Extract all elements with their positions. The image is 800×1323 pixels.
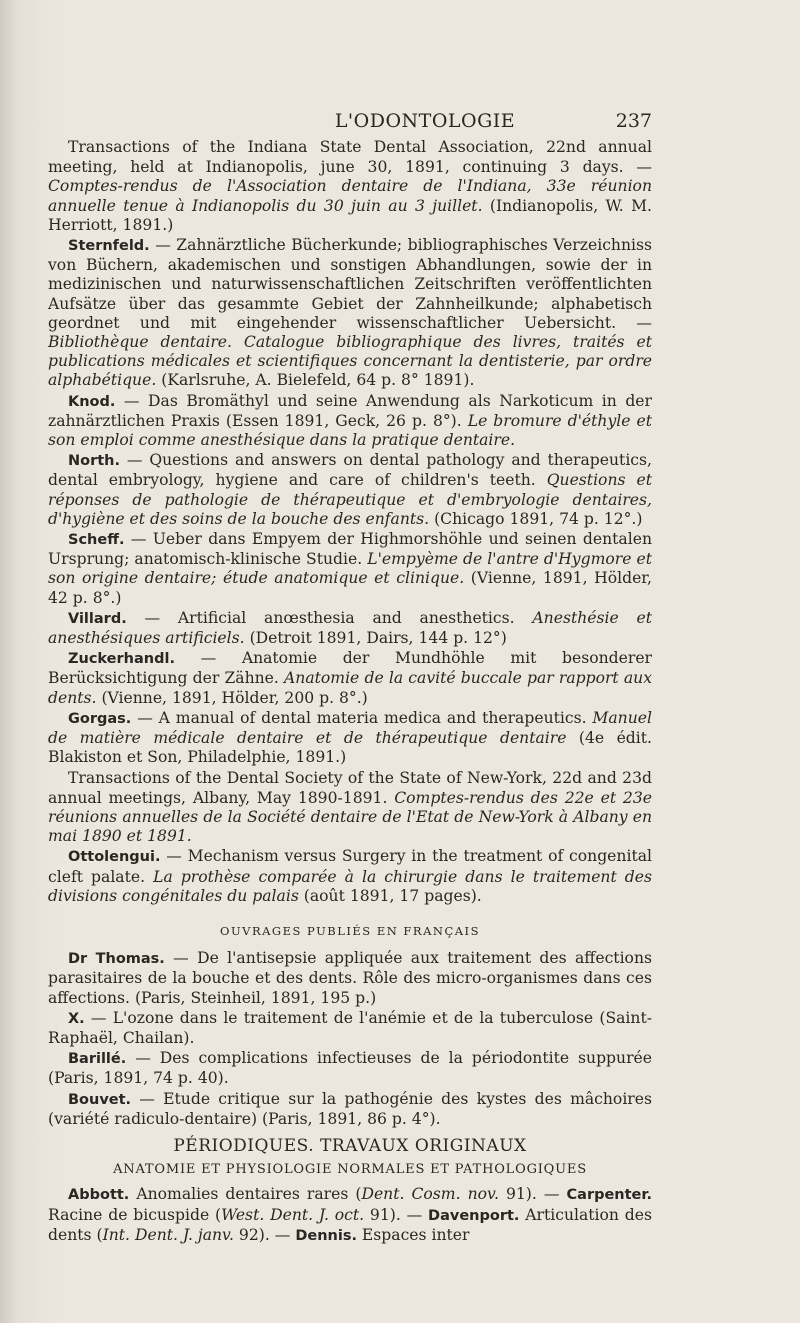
bibliography-entry-knod xyxy=(48,392,652,451)
bibliography-entry-indiana xyxy=(48,138,652,235)
page-body xyxy=(48,138,652,1247)
bibliography-entry-ottolengui xyxy=(48,847,652,906)
page-number: 237 xyxy=(615,110,652,132)
section-heading-periodiques: PÉRIODIQUES. TRAVAUX ORIGINAUX xyxy=(173,1135,527,1156)
entry-italic-title: Questions et réponses de pathologie de thérapeutique et d'embryologie dentaires, d'hygiène et des soins de la bouche des enfants. xyxy=(48,471,652,528)
author-name: X. xyxy=(68,1010,85,1027)
entry-text: — Des complications infectieuses de la périodontite suppurée (Paris, 1891, 74 p. 40). xyxy=(48,1049,652,1088)
bibliography-entry-scheff xyxy=(48,530,652,608)
entry-text: Racine de bicuspide ( xyxy=(48,1205,222,1224)
entry-text: Transactions of the Indiana State Dental Association, 22nd annual meeting, held at Indianopolis, june 30, 1891, continuing 3 days. — xyxy=(48,138,652,177)
entry-italic-title: Bibliothèque dentaire. Catalogue bibliographique des livres, traités et publications médicales et scientifiques concernant la dentisterie, par ordre alphabétique. xyxy=(48,333,652,390)
entry-italic-title: Comptes-rendus des 22e et 23e réunions annuelles de la Société dentaire de l'Etat de New-York à Albany en mai 1890 et 1891. xyxy=(48,788,652,846)
entry-italic: Dent. Cosm. nov. xyxy=(361,1185,499,1204)
entry-text: — Ueber dans Empyem der Highmorshöhle und seinen dentalen Ursprung; anatomisch-klinische Studie. xyxy=(48,530,652,569)
entry-italic-title: Comptes-rendus de l'Association dentaire de l'Indiana, 33e réunion annuelle tenue à Indianopolis du 30 juin au 3 juillet. xyxy=(48,177,652,215)
entry-text: — Questions and answers on dental pathology and therapeutics, dental embryology, hygiene and care of children's teeth. xyxy=(48,451,652,490)
entry-italic-title: Anatomie de la cavité buccale par rapport aux dents. xyxy=(48,669,652,707)
entry-publication: (Karlsruhe, A. Bielefeld, 64 p. 8° 1891). xyxy=(156,371,475,390)
entry-publication: (août 1891, 17 pages). xyxy=(298,886,482,905)
entry-italic-title: Manuel de matière médicale dentaire et de thérapeutique dentaire xyxy=(48,708,652,748)
author-name: Zuckerhandl. xyxy=(68,651,175,668)
entry-italic: West. Dent. J. oct. xyxy=(221,1205,365,1224)
entry-text: — Anatomie der Mundhöhle mit besonderer Berücksichtigung der Zähne. xyxy=(48,649,652,688)
periodical-entry xyxy=(48,1185,652,1246)
author-name: Abbott. xyxy=(68,1187,130,1204)
entry-text: — L'ozone dans le traitement de l'anémie et de la tuberculose (Saint-Raphaël, Chailan). xyxy=(48,1008,652,1047)
entry-publication: (4e édit. Blakiston et Son, Philadelphie, 1891.) xyxy=(48,729,652,767)
page-header xyxy=(48,110,652,132)
entry-publication: (Indianopolis, W. M. Herriott, 1891.) xyxy=(48,196,652,234)
entry-publication: (Vienne, 1891, Hölder, 200 p. 8°.) xyxy=(96,688,368,707)
entry-text: — Artificial anœsthesia and anesthetics. xyxy=(126,608,533,627)
author-name: Carpenter. xyxy=(566,1187,652,1204)
bibliography-entry-gorgas xyxy=(48,709,652,768)
bibliography-entry-north xyxy=(48,451,652,529)
entry-text: Articulation des dents ( xyxy=(48,1205,652,1244)
author-name: North. xyxy=(68,453,121,470)
author-name: Dr Thomas. xyxy=(68,951,165,968)
entry-italic-title: Anesthésie et anesthésiques artificiels. xyxy=(48,608,653,648)
author-name: Davenport. xyxy=(428,1207,520,1224)
entry-publication: (Vienne, 1891, Hölder, 42 p. 8°.) xyxy=(48,569,653,607)
author-name: Ottolengui. xyxy=(68,849,161,866)
entry-text: 91). — xyxy=(498,1185,567,1204)
bibliography-entry-sternfeld xyxy=(48,236,652,391)
author-name: Barillé. xyxy=(68,1051,127,1068)
entry-italic-title: La prothèse comparée à la chirurgie dans le traitement des divisions congénitales du palais xyxy=(48,867,652,905)
bibliography-entry-newyork xyxy=(48,769,652,847)
author-name: Gorgas. xyxy=(68,710,132,727)
author-name: Bouvet. xyxy=(68,1091,132,1108)
author-name: Sternfeld. xyxy=(68,238,150,255)
entry-text: — De l'antisepsie appliquée aux traitement des affections parasitaires de la bouche et des dents. Rôle des micro-organismes dans ces affections. (Paris, Steinheil, 1891, 195 p.) xyxy=(48,949,652,1007)
entry-italic-title: Le bromure d'éthyle et son emploi comme anesthésique dans la pratique dentaire. xyxy=(48,411,652,450)
entry-italic: Int. Dent. J. janv. xyxy=(102,1225,234,1244)
section-heading-french: OUVRAGES PUBLIÉS EN FRANÇAIS xyxy=(220,923,480,938)
bibliography-entry-x xyxy=(48,1009,652,1048)
entry-text: — Zahnärztliche Bücherkunde; bibliographisches Verzeichniss von Büchern, akademischen und sonstigen Abhandlungen, sowie der in medizinischen und naturwissenschaftlichen Zeitschriften veröffentlichten Aufsätze über das gesammte Gebiet der Zahnheilkunde; alphabetisch geordnet und mit eingehender wissenschaftlicher Uebersicht. — xyxy=(48,236,652,332)
entry-text: — A manual of dental materia medica and therapeutics. xyxy=(131,708,593,727)
entry-text: — Das Bromäthyl und seine Anwendung als Narkoticum in der zahnärztlichen Praxis (Essen 1891, Geck, 26 p. 8°). xyxy=(48,391,652,430)
bibliography-entry-zuckerhandl xyxy=(48,649,652,708)
entry-text: — Mechanism versus Surgery in the treatment of congenital cleft palate. xyxy=(48,847,652,886)
section-heading-anatomie: ANATOMIE ET PHYSIOLOGIE NORMALES ET PATHOLOGIQUES xyxy=(113,1162,587,1178)
bibliography-entry-thomas xyxy=(48,949,652,1008)
entry-text: Anomalies dentaires rares ( xyxy=(129,1185,362,1204)
entry-text: — Etude critique sur la pathogénie des kystes des mâchoires (variété radiculo-dentaire) (Paris, 1891, 86 p. 4°). xyxy=(48,1089,652,1128)
bibliography-entry-bouvet xyxy=(48,1090,652,1129)
bibliography-entries xyxy=(48,138,652,906)
entry-publication: (Detroit 1891, Dairs, 144 p. 12°) xyxy=(244,629,507,648)
author-name: Knod. xyxy=(68,393,116,410)
running-title: L'ODONTOLOGIE xyxy=(334,110,516,132)
entry-publication: (Chicago 1891, 74 p. 12°.) xyxy=(429,509,643,528)
entry-italic-title: L'empyème de l'antre d'Hygmore et son origine dentaire; étude anatomique et clinique. xyxy=(48,550,652,588)
author-name: Villard. xyxy=(68,610,127,627)
entry-text: 91). — xyxy=(364,1205,429,1224)
bibliography-entries-french xyxy=(48,949,652,1129)
entry-text: Espaces inter xyxy=(356,1225,470,1244)
bibliography-entry-barille xyxy=(48,1049,652,1088)
entry-text: 92). — xyxy=(233,1225,296,1244)
entry-text: Transactions of the Dental Society of the State of New-York, 22d and 23d annual meetings, Albany, May 1890-1891. xyxy=(48,768,652,807)
author-name: Scheff. xyxy=(68,532,125,549)
bibliography-entry-villard xyxy=(48,609,652,648)
author-name: Dennis. xyxy=(295,1227,357,1244)
